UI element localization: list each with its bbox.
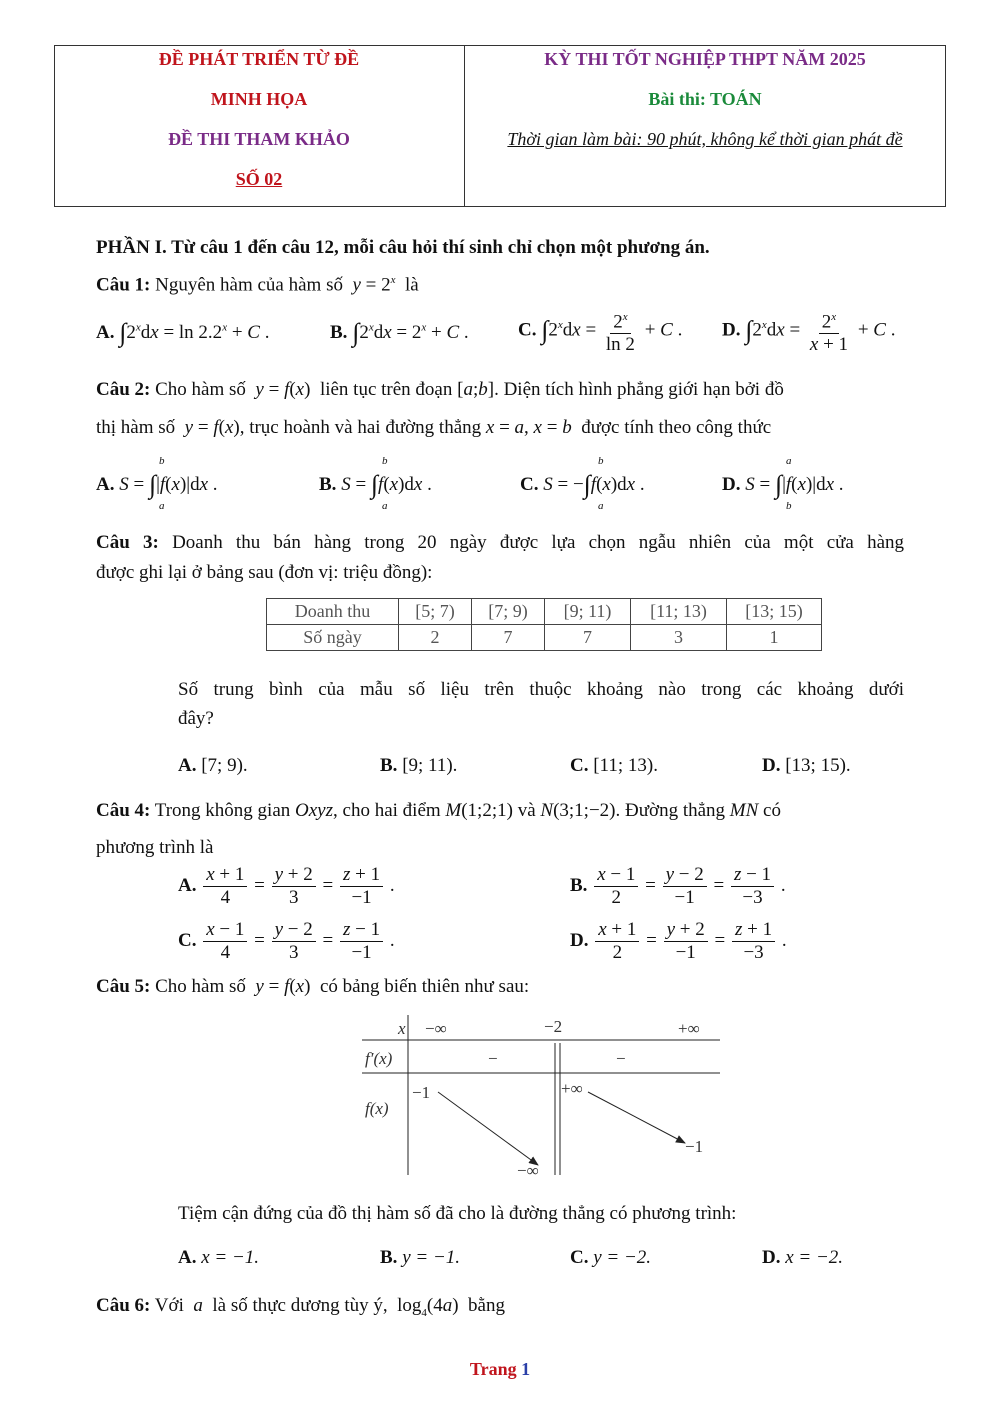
bbt-value-1: −1: [412, 1083, 431, 1102]
table-cell: 2: [399, 625, 472, 651]
section-heading: PHẦN I. Từ câu 1 đến câu 12, mỗi câu hỏi thí sinh chỉ chọn một phương án.: [96, 237, 710, 258]
table-cell: [9; 11): [545, 599, 631, 625]
decrease-arrow-1: [438, 1092, 538, 1165]
q5-option-d[interactable]: D. x = −2.: [762, 1247, 844, 1268]
page-label: Trang: [469, 1359, 517, 1379]
table-cell: 3: [631, 625, 727, 651]
question-3-ask-line2: đây?: [178, 708, 214, 729]
exam-title: KỲ THI TỐT NGHIỆP THPT NĂM 2025: [544, 49, 866, 69]
q2-option-a[interactable]: A. S = ∫|f(x)|dx .: [96, 470, 218, 499]
question-3-line2: được ghi lại ở bảng sau (đơn vị: triệu đồng):: [96, 562, 433, 583]
question-6: Câu 6: Với a là số thực dương tùy ý, $\log_4(4a)$ bằng: [96, 1295, 505, 1319]
table-cell: [11; 13): [631, 599, 727, 625]
q3-option-c[interactable]: C. [11; 13).: [570, 755, 658, 776]
q2-option-d[interactable]: D. S = ∫|f(x)|dx .: [722, 470, 844, 499]
q1-option-c[interactable]: C. $\int 2^xdx$ = $\frac{2^x}{\ln 2}$ + C .: [518, 306, 682, 356]
table-cell: 7: [472, 625, 545, 651]
table-row: [267, 599, 822, 625]
bbt-minus-1: −: [488, 1049, 498, 1068]
question-4-line2: phương trình là: [96, 837, 214, 858]
q5-option-a[interactable]: A. x = −1.: [178, 1247, 260, 1268]
header-left-line2: MINH HỌA: [210, 89, 308, 109]
exam-time: Thời gian làm bài: 90 phút, không kể thời gian phát đề: [507, 129, 903, 149]
question-2-line1: Câu 2: Cho hàm số y = f(x) liên tục trên đoạn [a;b]. Diện tích hình phẳng giới hạn bởi đồ: [96, 379, 784, 400]
header-left-number: SỐ 02: [235, 169, 283, 189]
page-number: 1: [521, 1359, 531, 1379]
page-footer: [0, 1359, 1000, 1380]
q4-option-c[interactable]: C. $\frac{x - 1}{4}$ = $\frac{y - 2}{3}$ = $\frac{z - 1}{-1}$ .: [178, 919, 395, 963]
table-cell: [5; 7): [399, 599, 472, 625]
exam-subject: Bài thi: TOÁN: [648, 89, 762, 109]
header-right: [465, 46, 945, 206]
question-2-line2: thị hàm số y = f(x), trục hoành và hai đường thẳng x = a, x = b được tính theo công thức: [96, 417, 772, 438]
q5-option-b[interactable]: B. y = −1.: [380, 1247, 461, 1268]
question-3-ask-line1: Số trung bình của mẫu số liệu trên thuộc khoảng nào trong các khoảng dưới: [178, 679, 904, 700]
table-cell: 7: [545, 625, 631, 651]
q5-option-c[interactable]: C. y = −2.: [570, 1247, 652, 1268]
table-cell: [13; 15): [727, 599, 822, 625]
q3-option-a[interactable]: A. [7; 9).: [178, 755, 248, 776]
bbt-neg-inf: −∞: [425, 1019, 447, 1038]
question-3-line1: Câu 3: Doanh thu bán hàng trong 20 ngày được lựa chọn ngẫu nhiên của một cửa hàng: [96, 532, 905, 553]
bbt-value-2: +∞: [561, 1079, 583, 1098]
header-left-line1: ĐỀ PHÁT TRIỂN TỪ ĐỀ: [158, 49, 360, 69]
decrease-arrow-2: [588, 1092, 685, 1143]
table-cell: [7; 9): [472, 599, 545, 625]
bbt-critical: −2: [544, 1017, 563, 1036]
q2-option-c[interactable]: C. S = −∫f(x)dx .: [520, 470, 645, 499]
q2-option-b[interactable]: B. S = ∫f(x)dx .: [319, 470, 432, 499]
table-header-revenue: Doanh thu: [267, 599, 399, 625]
table-row: [267, 625, 822, 651]
revenue-table: [266, 598, 822, 651]
q1-option-b[interactable]: B. $\int 2^xdx = 2^x + C$ .: [330, 318, 469, 347]
question-5-ask: Tiệm cận đứng của đồ thị hàm số đã cho là đường thẳng có phương trình:: [178, 1203, 737, 1224]
bbt-value-4: −1: [685, 1137, 704, 1156]
table-cell: 1: [727, 625, 822, 651]
question-5: Câu 5: Cho hàm số y = f(x) có bảng biến thiên như sau:: [96, 976, 530, 997]
header-left-line3: ĐỀ THI THAM KHẢO: [168, 129, 350, 149]
bbt-derivative-label: f′(x): [365, 1049, 393, 1068]
question-1: Câu 1: Nguyên hàm của hàm số $y = 2^x$ là: [96, 274, 419, 296]
variation-table: [360, 1010, 720, 1180]
question-4-line1: Câu 4: Trong không gian Oxyz, cho hai điểm M(1;2;1) và N(3;1;−2). Đường thẳng MN có: [96, 800, 781, 821]
table-header-days: Số ngày: [267, 625, 399, 651]
q1-option-d[interactable]: D. $\int 2^xdx$ = $\frac{2^x}{x + 1}$ + C .: [722, 306, 895, 356]
bbt-pos-inf: +∞: [678, 1019, 700, 1038]
q4-option-d[interactable]: D. $\frac{x + 1}{2}$ = $\frac{y + 2}{-1}$ = $\frac{z + 1}{-3}$ .: [570, 919, 787, 963]
bbt-minus-2: −: [616, 1049, 626, 1068]
bbt-x-label: x: [398, 1019, 406, 1038]
bbt-function-label: f(x): [365, 1099, 389, 1118]
q4-option-b[interactable]: B. $\frac{x - 1}{2}$ = $\frac{y - 2}{-1}$ = $\frac{z - 1}{-3}$ .: [570, 864, 786, 908]
q1-option-a[interactable]: A. $\int 2^xdx = \ln 2.2^x + C$ .: [96, 318, 270, 347]
q3-option-d[interactable]: D. [13; 15).: [762, 755, 851, 776]
q4-option-a[interactable]: A. $\frac{x + 1}{4}$ = $\frac{y + 2}{3}$ = $\frac{z + 1}{-1}$ .: [178, 864, 395, 908]
bbt-value-3: −∞: [517, 1161, 539, 1180]
q3-option-b[interactable]: B. [9; 11).: [380, 755, 458, 776]
